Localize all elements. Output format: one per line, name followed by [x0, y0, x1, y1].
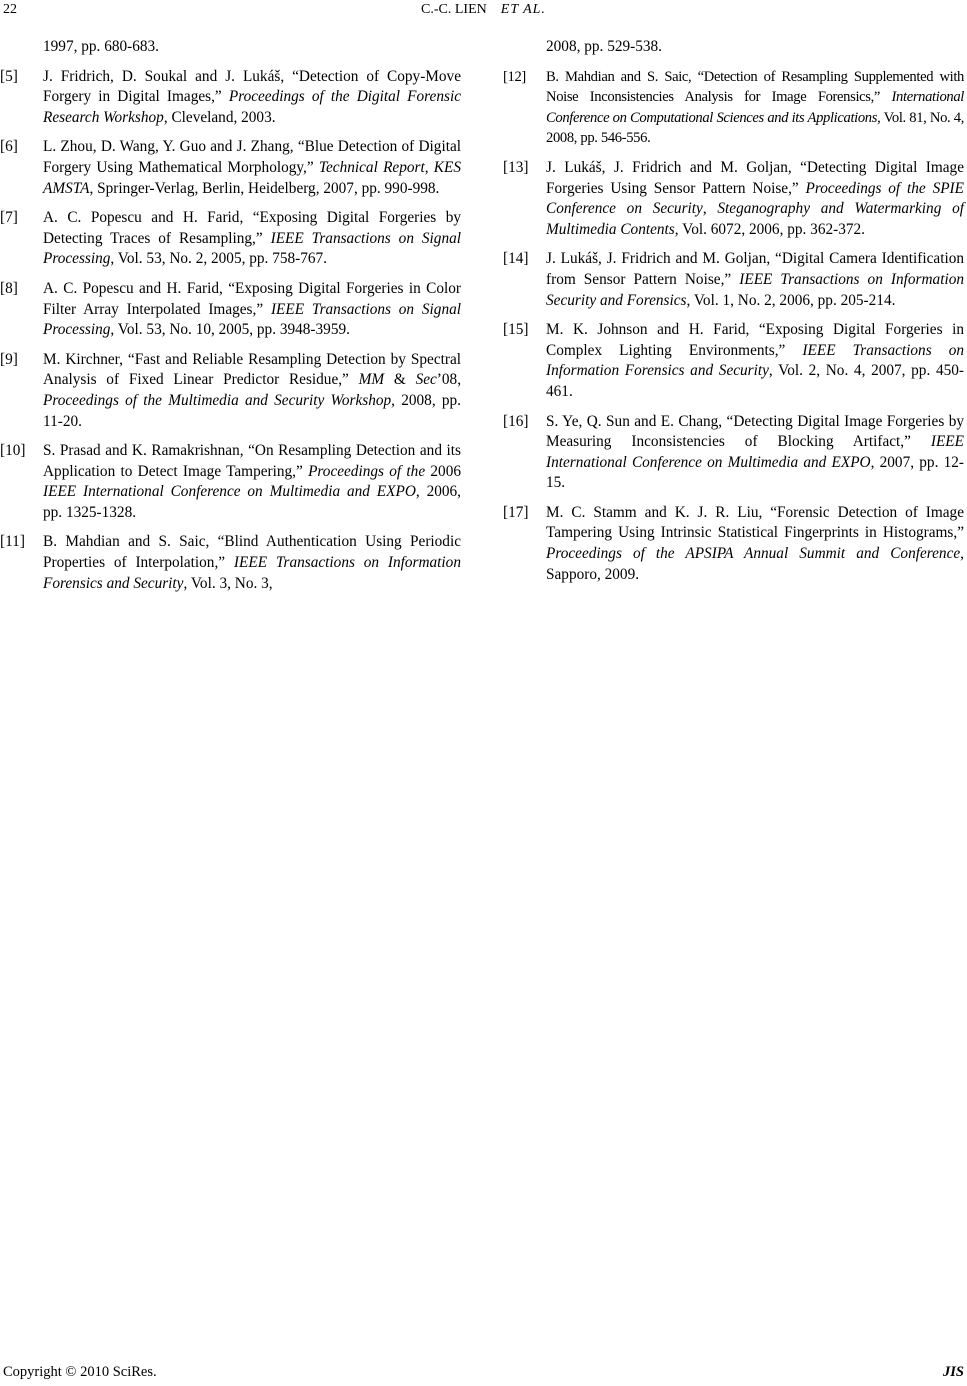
reference-text: , Vol. 1, No. 2, 2006, pp. 205-214.	[686, 291, 896, 309]
reference-venue: Steganography and Watermarking of Multimedia Contents	[546, 200, 964, 238]
reference-venue: IEEE Transactions on Signal Processing	[43, 229, 462, 268]
reference-text: L. Zhou, D. Wang, Y. Guo and J. Zhang, “Blue Detection of Digital Forgery Using Mathematical Morphology,”	[43, 138, 461, 176]
reference-number: [15]	[503, 321, 529, 339]
reference-venue: Proceedings of the SPIE Conference on Security	[546, 179, 964, 218]
reference-text: M. C. Stamm and K. J. R. Liu, “Forensic Detection of Image Tampering Using Intrinsic Statistical Fingerprints in Histograms,”	[546, 503, 964, 542]
reference-text: J. Lukáš, J. Fridrich and M. Goljan, “Detecting Digital Image Forgeries Using Sensor Pattern Noise,”	[546, 158, 964, 197]
reference-text: , Sapporo, 2009.	[546, 545, 964, 583]
reference-number: [16]	[503, 412, 529, 430]
page-number: 22	[3, 2, 17, 17]
reference-venue: IEEE Transactions on Information Forensics and Security	[43, 554, 461, 592]
reference-continuation: 2008, pp. 529-538.	[546, 38, 662, 55]
reference-text: M. Kirchner, “Fast and Reliable Resampling Detection by Spectral Analysis of Fixed Linear Predictor Residue,”	[43, 350, 461, 389]
reference-item	[503, 320, 964, 402]
reference-item	[0, 208, 461, 270]
right-column	[503, 37, 964, 594]
reference-text: J. Fridrich, D. Soukal and J. Lukáš, “Detection of Copy-Move Forgery in Digital Images,”	[43, 67, 461, 106]
reference-venue: IEEE Transactions on Signal Processing	[43, 300, 461, 339]
reference-venue: Proceedings of the APSIPA Annual Summit and Conference	[546, 545, 961, 563]
reference-item	[0, 532, 461, 594]
reference-item	[0, 350, 461, 432]
reference-text: M. K. Johnson and H. Farid, “Exposing Digital Forgeries in Complex Lighting Environments,”	[546, 321, 964, 359]
reference-text: ,	[424, 158, 434, 176]
reference-text: 2006	[425, 462, 462, 480]
reference-venue: IEEE Transactions on Information Security and Forensics	[546, 270, 964, 309]
reference-item	[0, 441, 461, 523]
reference-text: S. Ye, Q. Sun and E. Chang, “Detecting Digital Image Forgeries by Measuring Inconsistencies of Blocking Artifact,”	[546, 412, 964, 451]
reference-text: , Vol. 6072, 2006, pp. 362-372.	[674, 220, 865, 238]
running-head-et-al: ET AL.	[500, 2, 546, 17]
reference-venue: MM	[358, 371, 385, 389]
reference-venue: International Conference on Computational Sciences and its Applications	[546, 89, 964, 126]
reference-item	[503, 67, 964, 149]
reference-text: , Vol. 2, No. 4, 2007, pp. 450-461.	[546, 362, 964, 400]
reference-item	[503, 503, 964, 585]
reference-number: [14]	[503, 250, 529, 268]
reference-text: , 2007, pp. 12-15.	[546, 453, 964, 492]
reference-text: ,	[702, 200, 718, 218]
running-head	[0, 2, 967, 18]
reference-venue: Sec	[415, 371, 437, 389]
reference-number: [5]	[0, 67, 18, 85]
reference-list-left	[0, 67, 461, 595]
reference-text: S. Prasad and K. Ramakrishnan, “On Resampling Detection and its Application to Detect Image Tampering,”	[43, 442, 461, 480]
reference-text: , Vol. 53, No. 10, 2005, pp. 3948-3959.	[110, 321, 350, 339]
footer-copyright: Copyright © 2010 SciRes.	[3, 1364, 157, 1380]
reference-text: , Cleveland, 2003.	[163, 108, 276, 126]
reference-text: , Vol. 53, No. 2, 2005, pp. 758-767.	[110, 250, 327, 268]
reference-text: , Springer-Verlag, Berlin, Heidelberg, 2007, pp. 990-998.	[89, 179, 440, 197]
reference-venue: IEEE Transactions on Information Forensics and Security	[546, 341, 965, 380]
reference-venue: IEEE International Conference on Multimedia and EXPO	[546, 433, 964, 471]
reference-number: [17]	[503, 503, 529, 521]
reference-text: , Vol. 3, No. 3,	[183, 574, 273, 592]
reference-venue: Technical Report	[318, 158, 425, 176]
reference-text: , 2008, pp. 11-20.	[43, 391, 462, 430]
running-head-authors: C.-C. LIEN	[421, 2, 487, 17]
reference-item	[0, 279, 461, 341]
reference-text: A. C. Popescu and H. Farid, “Exposing Digital Forgeries by Detecting Traces of Resampling,”	[43, 209, 461, 247]
reference-text: B. Mahdian and S. Saic, “Blind Authentication Using Periodic Properties of Interpolation,”	[43, 533, 461, 572]
reference-number: [11]	[0, 533, 25, 551]
reference-item	[0, 67, 461, 129]
reference-text: , Vol. 81, No. 4, 2008, pp. 546-556.	[546, 109, 965, 147]
reference-venue: KES AMSTA	[43, 158, 461, 197]
reference-text: &	[384, 371, 416, 389]
reference-text: , 2006, pp. 1325-1328.	[43, 483, 461, 521]
reference-number: [10]	[0, 442, 26, 460]
footer-journal: JIS	[943, 1364, 964, 1380]
reference-text: B. Mahdian and S. Saic, “Detection of Resampling Supplemented with Noise Inconsistencies Analysis for Image Forensics,”	[546, 68, 964, 106]
reference-number: [7]	[0, 209, 18, 227]
reference-number: [6]	[0, 138, 18, 156]
reference-item	[503, 412, 964, 494]
reference-continuation: 1997, pp. 680-683.	[43, 38, 159, 55]
reference-number: [12]	[503, 68, 526, 85]
reference-list-right	[503, 67, 964, 586]
reference-item	[503, 158, 964, 240]
left-column	[0, 37, 461, 603]
reference-venue: IEEE International Conference on Multimedia and EXPO	[43, 483, 416, 501]
reference-venue: Proceedings of the Multimedia and Security Workshop	[43, 391, 392, 409]
reference-text: J. Lukáš, J. Fridrich and M. Goljan, “Digital Camera Identification from Sensor Pattern Noise,”	[546, 250, 964, 288]
reference-text: ’08,	[436, 371, 462, 389]
reference-number: [8]	[0, 279, 18, 297]
reference-venue: Proceedings of the Digital Forensic Research Workshop	[43, 88, 461, 126]
reference-number: [13]	[503, 158, 529, 176]
reference-text: A. C. Popescu and H. Farid, “Exposing Digital Forgeries in Color Filter Array Interpolated Images,”	[43, 279, 461, 318]
reference-item	[0, 137, 461, 199]
reference-item	[503, 249, 964, 311]
reference-number: [9]	[0, 350, 18, 368]
reference-venue: Proceedings of the	[308, 462, 426, 480]
